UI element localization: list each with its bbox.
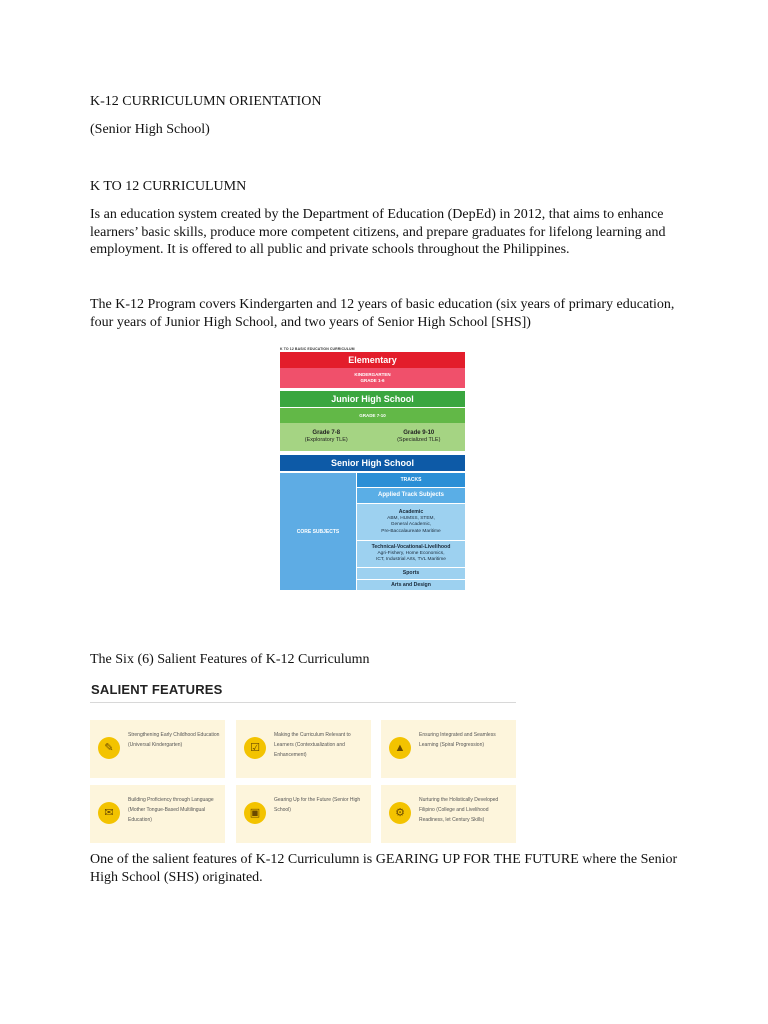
feature-card-text: Gearing Up for the Future (Senior High School) [274, 797, 361, 813]
feature-card [90, 720, 225, 778]
title-divider [90, 702, 516, 703]
curriculum-diagram [280, 347, 465, 591]
tvl-track [357, 541, 465, 567]
clipboard-icon: ☑ [244, 737, 266, 759]
academic-line-2: General Academic, [390, 522, 432, 527]
core-subjects-block: CORE SUBJECTS [280, 473, 356, 590]
grade-7-8-label: Grade 7-8 [312, 430, 341, 436]
salient-features-title: SALIENT FEATURES [91, 682, 223, 697]
grade-7-8-sub: (Exploratory TLE) [304, 437, 348, 443]
sports-label: Sports [402, 570, 420, 577]
grade-1-6-label: GRADE 1-6 [360, 378, 385, 383]
feature-card [236, 785, 371, 843]
presentation-board-icon: ▣ [244, 802, 266, 824]
cone-icon: ▲ [389, 737, 411, 759]
academic-label: Academic [398, 509, 424, 515]
kindergarten-label: KINDERGARTEN [354, 372, 391, 377]
feature-card [381, 785, 516, 843]
sports-track [357, 568, 465, 579]
grade-9-10-block [373, 430, 466, 444]
diagram-caption: K TO 12 BASIC EDUCATION CURRICULUM [280, 347, 355, 351]
grade-7-8-block [280, 430, 373, 444]
shs-header: Senior High School [280, 455, 465, 471]
tvl-line-2: ICT, Industrial Arts, TVL Maritime [376, 557, 446, 563]
arts-track [357, 580, 465, 590]
definition-paragraph: Is an education system created by the Department of Education (DepEd) in 2012, that aims to enhance learners’ basic skills, produce more competent citizens, and prepare graduates for lifelong learning and employment. It is offered to all public and private schools throughout the Philippines. [90, 207, 666, 257]
closing-paragraph: One of the salient features of K-12 Curriculumn is GEARING UP FOR THE FUTURE where the Senior High School (SHS) originated. [90, 852, 678, 885]
feature-card-text: Nurturing the Holistically Developed Filipino (College and Livelihood Readiness, let Century Skills) [419, 797, 499, 823]
document-title: K-12 CURRICULUMN ORIENTATION [90, 94, 322, 109]
feature-card [381, 720, 516, 778]
person-gear-icon: ⚙ [389, 802, 411, 824]
academic-line-3: Pre-Baccalaureate Maritime [381, 528, 441, 534]
tvl-label: Technical-Vocational-Livelihood [371, 544, 451, 551]
tvl-line-1: Agri-Fishery, Home Economics, [377, 550, 445, 556]
program-paragraph: The K-12 Program covers Kindergarten and 12 years of basic education (six years of primary education, four years of Junior High School, and two years of Senior High School [SHS]) [90, 297, 675, 330]
document-subtitle: (Senior High School) [90, 122, 210, 137]
speech-bubbles-icon: ✉ [98, 802, 120, 824]
feature-card-text: Ensuring Integrated and Seamless Learning (Spiral Progression) [419, 732, 496, 748]
grade-7-10-label: GRADE 7-10 [280, 408, 465, 423]
academic-line-1: ABM, HUMSS, STEM, [387, 515, 435, 521]
applied-track-row: Applied Track Subjects [357, 488, 465, 503]
tracks-header: TRACKS [357, 473, 465, 487]
feature-card-text: Building Proficiency through Language (Mother Tongue-Based Multilingual Education) [128, 797, 214, 823]
section-heading: K TO 12 CURRICULUMN [90, 179, 247, 194]
grade-9-10-label: Grade 9-10 [403, 430, 435, 436]
elementary-header: Elementary [280, 352, 465, 368]
feature-card [236, 720, 371, 778]
jhs-grades [280, 423, 465, 451]
feature-card-text: Making the Curriculum Relevant to Learners (Contextualization and Enhancement) [274, 732, 351, 758]
academic-track [357, 504, 465, 540]
salient-features-panel [90, 678, 516, 843]
features-heading: The Six (6) Salient Features of K-12 Curriculumn [90, 652, 370, 667]
elementary-grades [280, 368, 465, 388]
arts-label: Arts and Design [391, 581, 431, 588]
abc-blocks-icon: ✎ [98, 737, 120, 759]
jhs-header: Junior High School [280, 391, 465, 407]
feature-card-text: Strengthening Early Childhood Education (Universal Kindergarten) [128, 732, 220, 748]
feature-card [90, 785, 225, 843]
grade-9-10-sub: (Specialized TLE) [397, 437, 441, 443]
